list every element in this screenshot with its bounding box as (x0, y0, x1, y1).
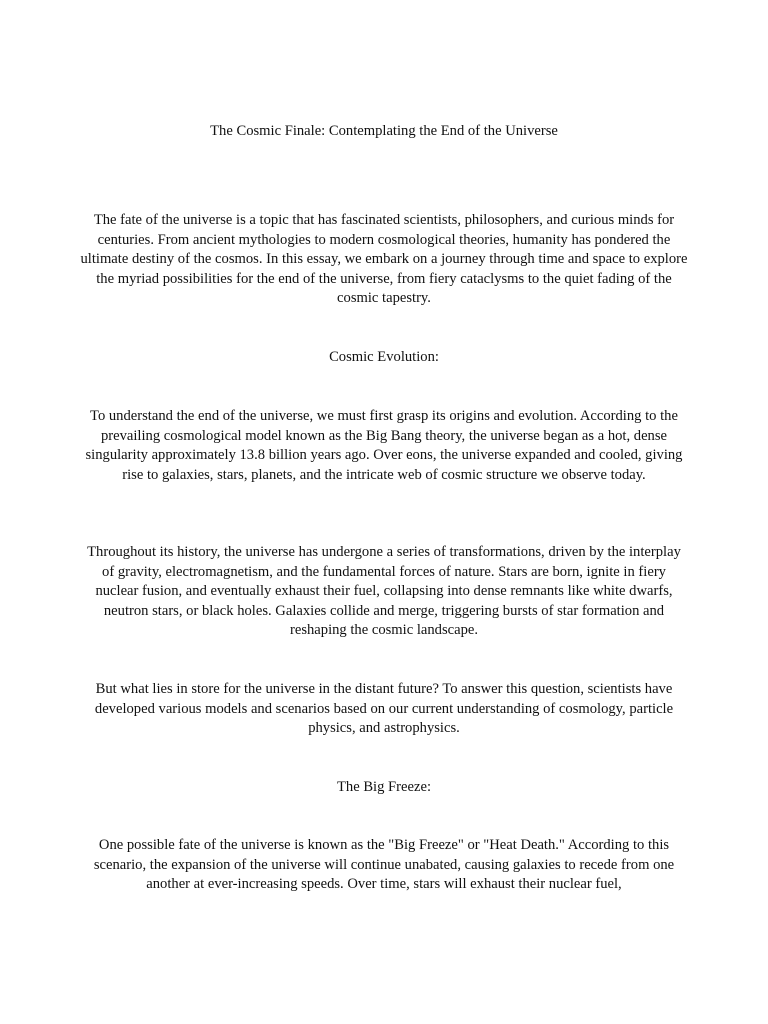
section-heading-big-freeze: The Big Freeze: (336, 779, 431, 795)
body-paragraph: To understand the end of the universe, we must first grasp its origins and evolution. According to the prevailing cosmological model known as the Big Bang theory, the universe began as a hot, dense singularity approximately 13.8 billion years ago. Over eons, the universe expanded and cooled, giving rise to galaxies, stars, planets, and the intricate web of cosmic structure we observe today. (85, 408, 683, 483)
intro-paragraph: The fate of the universe is a topic that has fascinated scientists, philosophers, and curious minds for centuries. From ancient mythologies to modern cosmological theories, humanity has pondered the ultimate destiny of the cosmos. In this essay, we embark on a journey through time and space to explore the myriad possibilities for the end of the universe, from fiery cataclysms to the quiet fading of the cosmic tapestry. (80, 212, 688, 307)
body-paragraph: One possible fate of the universe is known as the "Big Freeze" or "Heat Death." According to this scenario, the expansion of the universe will continue unabated, causing galaxies to recede from one another at ever-increasing speeds. Over time, stars will exhaust their nuclear fuel, (93, 837, 675, 893)
body-paragraph: Throughout its history, the universe has undergone a series of transformations, driven by the interplay of gravity, electromagnetism, and the fundamental forces of nature. Stars are born, ignite in fiery nuclear fusion, and eventually exhaust their fuel, collapsing into dense remnants like white dwarfs, neutron stars, or black holes. Galaxies collide and merge, triggering bursts of star formation and reshaping the cosmic landscape. (87, 544, 681, 639)
body-paragraph: But what lies in store for the universe in the distant future? To answer this question, scientists have developed various models and scenarios based on our current understanding of cosmology, particle physics, and astrophysics. (94, 681, 674, 737)
document-title: The Cosmic Finale: Contemplating the End of the Universe (210, 123, 558, 139)
section-heading-cosmic-evolution: Cosmic Evolution: (329, 349, 439, 365)
